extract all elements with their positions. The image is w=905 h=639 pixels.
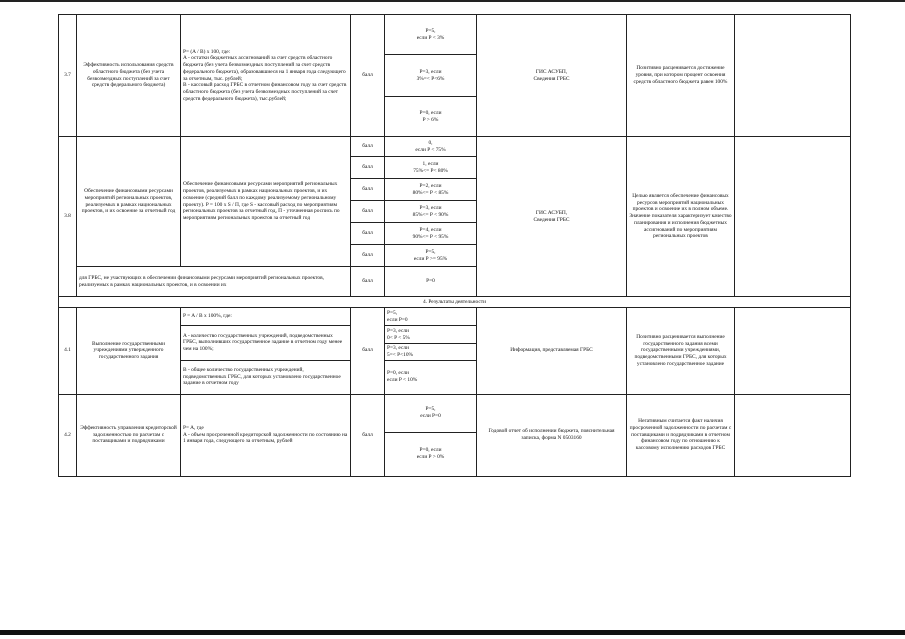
score-cell: P=0 <box>385 267 477 297</box>
score-cell: 0, если P < 75% <box>385 137 477 157</box>
unit-cell: балл <box>351 15 385 137</box>
indicator-name: Эффективность управления кредиторской задолженностью по расчетам с поставщиками и подрядчиками <box>77 394 181 476</box>
score-cell: 1, если 75%<= P< 80% <box>385 157 477 179</box>
unit-cell: балл <box>351 179 385 201</box>
source-cell: Годовой отчет об исполнении бюджета, пояснительная записка, форма N 0503160 <box>477 394 627 476</box>
score-cell: P=0, если P > 6% <box>385 97 477 137</box>
score-cell: P=5, если P >= 95% <box>385 245 477 267</box>
row-number: 3.7 <box>59 15 77 137</box>
section-header-row <box>59 297 851 308</box>
empty-cell <box>735 15 851 137</box>
comment-cell: Позитивно расценивается выполнение государственного задания всеми государственными учреждениями, подведомственными ГРБС, для которых установлено государственное задание <box>627 308 735 395</box>
section-title: 4. Результаты деятельности <box>59 297 851 308</box>
extra-condition-text: для ГРБС, не участвующих в обеспечении финансовыми ресурсами мероприятий региональных проектов, реализуемых в рамках национальных проектов, и в освоении их <box>77 267 351 297</box>
bottom-border <box>0 630 905 635</box>
indicator-name: Выполнение государственными учреждениями утвержденного государственного задания <box>77 308 181 395</box>
unit-cell: балл <box>351 308 385 395</box>
formula-cell: Обеспечение финансовыми ресурсами мероприятий региональных проектов, реализуемых в рамках национальных проектов, и их освоение (средний балл по каждому реализуемому региональному проекту). P = 100 x S / П, где S - кассовый расход по мероприятиям региональных проектов за отчетный год, П - уточненная роспись по мероприятиям региональных проектов за отчетный год <box>181 137 351 267</box>
table-row <box>59 137 851 157</box>
score-cell: P=3, если 5=< P<10% <box>385 344 477 361</box>
unit-cell: балл <box>351 267 385 297</box>
score-cell: P=4, если 90%<= P < 95% <box>385 223 477 245</box>
table-row <box>59 394 851 432</box>
score-cell: P=2, если 80%<= P < 85% <box>385 179 477 201</box>
comment-cell: Позитивно расценивается достижение уровня, при котором процент освоения средств областного бюджета равен 100% <box>627 15 735 137</box>
source-cell: Информация, представляемая ГРБС <box>477 308 627 395</box>
score-cell: P=0, если если P < 10% <box>385 360 477 394</box>
indicator-name: Эффективность использования средств областного бюджета (без учета безвозмездных поступлений за счет средств федерального бюджета) <box>77 15 181 137</box>
score-cell: P=3, если 85%<= P < 90% <box>385 201 477 223</box>
unit-cell: балл <box>351 201 385 223</box>
evaluation-table <box>58 14 851 477</box>
score-cell: P=3, если 3%=< P<6% <box>385 55 477 97</box>
empty-cell <box>735 137 851 297</box>
comment-cell: Целью является обеспечение финансовых ресурсов мероприятий национальных проектов и освоение их в полном объеме. Значение показателя характеризует качество планирования и исполнения бюджетных ассигнований по мероприятиям региональных проектов <box>627 137 735 297</box>
score-cell: P=0, если если P > 0% <box>385 432 477 476</box>
score-cell: P=5, если P=0 <box>385 394 477 432</box>
row-number: 3.8 <box>59 137 77 297</box>
top-border <box>0 0 905 2</box>
unit-cell: балл <box>351 137 385 157</box>
score-cell: P=3, если 0< P < 5% <box>385 326 477 344</box>
empty-cell <box>735 394 851 476</box>
unit-cell: балл <box>351 223 385 245</box>
source-cell: ГИС АСУБП, Сведения ГРБС <box>477 15 627 137</box>
empty-cell <box>735 308 851 395</box>
comment-cell: Негативным считается факт наличия просроченной задолженности по расчетам с поставщиками и подрядчиками в отчетном финансовом году по отношению к кассовому исполнению расходов ГРБС <box>627 394 735 476</box>
source-cell: ГИС АСУБП, Сведения ГРБС <box>477 137 627 297</box>
formula-cell: P= A, где A - объем просроченной кредиторской задолженности по состоянию на 1 января года, следующего за отчетным, рублей <box>181 394 351 476</box>
unit-cell: балл <box>351 157 385 179</box>
formula-cell: P= (A / B) x 100, где: A - остатки бюджетных ассигнований за счет средств областного бюджета (без учета безвозмездных поступлений за счет средств федерального бюджета), образовавшиеся на 1 января года следующего за отчетным, тыс. рублей; B - кассовый расход ГРБС в отчетном финансовом году за счет средств областного бюджета (без учета безвозмездных поступлений за счет средств федерального бюджета), тыс.рублей; <box>181 15 351 137</box>
score-cell: P=5, если P=0 <box>385 308 477 326</box>
row-number: 4.1 <box>59 308 77 395</box>
unit-cell: балл <box>351 394 385 476</box>
score-cell: P=5, если P < 3% <box>385 15 477 55</box>
formula-cell: P = A / B x 100%, где: <box>181 308 351 326</box>
table-row <box>59 308 851 326</box>
formula-cell: B - общее количество государственных учреждений, подведомственных ГРБС, для которых установлено государственное задание в отчетном году <box>181 360 351 394</box>
formula-cell: A - количество государственных учреждений, подведомственных ГРБС, выполнивших государственное задание в отчетном году менее чем на 100%; <box>181 326 351 361</box>
table-row <box>59 15 851 55</box>
indicator-name: Обеспечение финансовыми ресурсами мероприятий региональных проектов, реализуемых в рамках национальных проектов, и их освоение за отчетный год <box>77 137 181 267</box>
unit-cell: балл <box>351 245 385 267</box>
row-number: 4.2 <box>59 394 77 476</box>
